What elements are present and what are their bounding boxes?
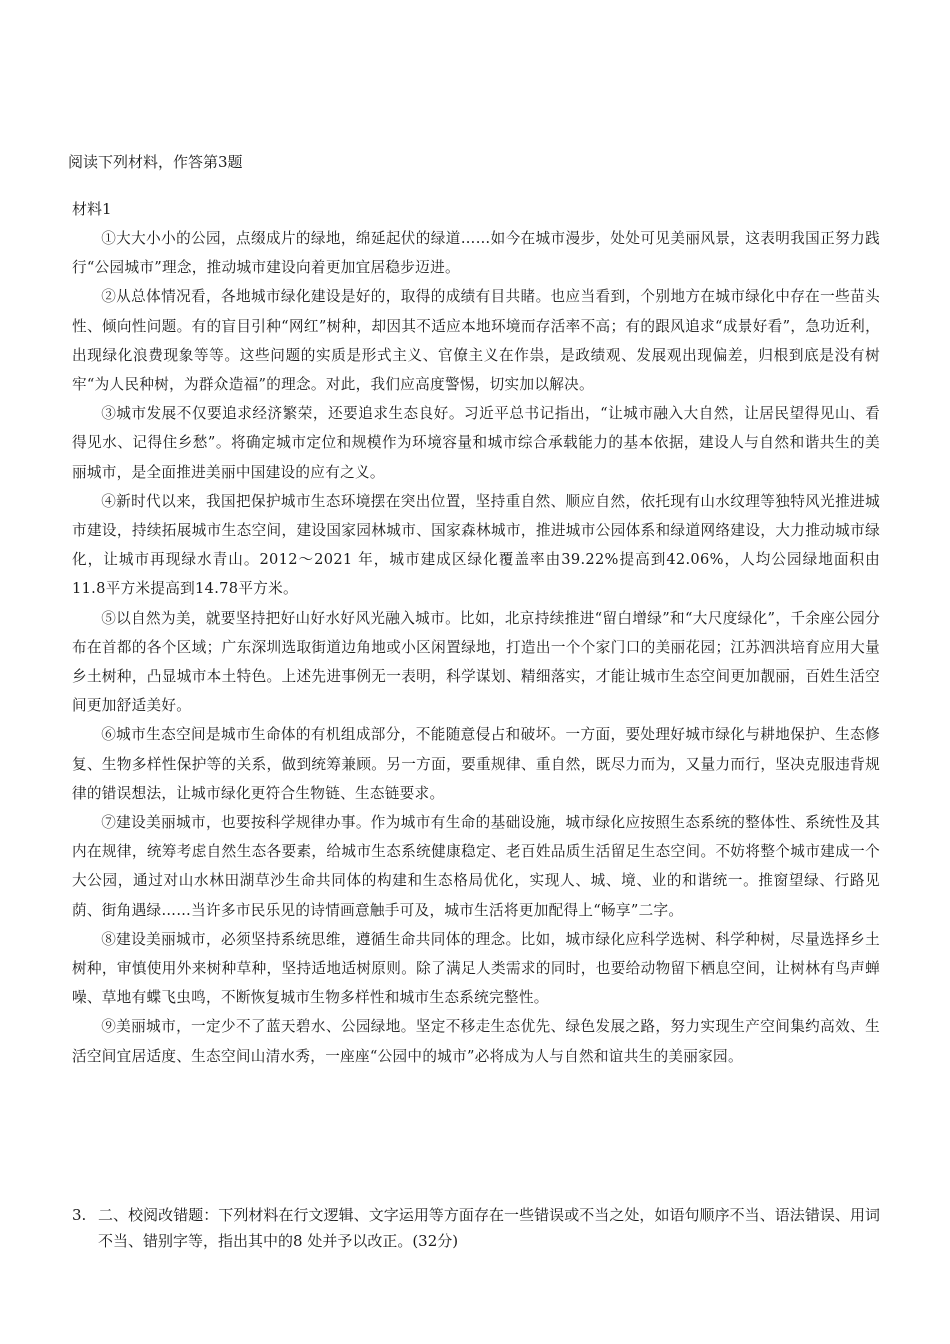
- reading-instruction: 阅读下列材料，作答第3题: [68, 153, 243, 171]
- question-number: 3.: [72, 1206, 87, 1224]
- paragraph-1: ①大大小小的公园，点缀成片的绿地，绵延起伏的绿道……如今在城市漫步，处处可见美丽风景，这表明我国正努力践行“公园城市”理念，推动城市建设向着更加宜居稳步迈进。: [72, 230, 880, 277]
- paragraph-6: ⑥城市生态空间是城市生命体的有机组成部分，不能随意侵占和破坏。一方面，要处理好城市绿化与耕地保护、生态修复、生物多样性保护等的关系，做到统筹兼顾。另一方面，要重规律、重自然，既尽力而为，又量力而行，坚决克服违背规律的错误想法，让城市绿化更符合生物链、生态链要求。: [72, 726, 880, 802]
- paragraph-7: ⑦建设美丽城市，也要按科学规律办事。作为城市有生命的基础设施，城市绿化应按照生态系统的整体性、系统性及其内在规律，统筹考虑自然生态各要素，给城市生态系统健康稳定、老百姓品质生活留足生态空间。不妨将整个城市建成一个大公园，通过对山水林田湖草沙生命共同体的构建和生态格局优化，实现人、城、境、业的和谐统一。推窗望绿、行路见荫、街角遇绿……当许多市民乐见的诗情画意触手可及，城市生活将更加配得上“畅享”二字。: [72, 814, 880, 919]
- paragraph-8: ⑧建设美丽城市，必须坚持系统思维，遵循生命共同体的理念。比如，城市绿化应科学选树、科学种树，尽量选择乡土树种，审慎使用外来树种草种，坚持适地适树原则。除了满足人类需求的同时，也要给动物留下栖息空间，让树林有鸟声蝉噪、草地有蝶飞虫鸣，不断恢复城市生物多样性和城市生态系统完整性。: [72, 930, 880, 1007]
- paragraph-2: ②从总体情况看，各地城市绿化建设是好的，取得的成绩有目共睹。也应当看到，个别地方在城市绿化中存在一些苗头性、倾向性问题。有的盲目引种“网红”树种，却因其不适应本地环境而存活率不高；有的跟风追求“成景好看”，急功近利，出现绿化浪费现象等等。这些问题的实质是形式主义、官僚主义在作祟，是政绩观、发展观出现偏差，归根到底是没有树牢“为人民种树，为群众造福”的理念。对此，我们应高度警惕，切实加以解决。: [72, 288, 880, 394]
- paragraph-5: ⑤以自然为美，就要坚持把好山好水好风光融入城市。比如，北京持续推进“留白增绿”和“大尺度绿化”，千余座公园分布在首都的各个区域；广东深圳选取街道边角地或小区闲置绿地，打造出一个个家门口的美丽花园；江苏泗洪培育应用大量乡土树种，凸显城市本土特色。上述先进事例无一表明，科学谋划、精细落实，才能让城市生态空间更加靓丽，百姓生活空间更加舒适美好。: [72, 609, 880, 715]
- paragraph-3: ③城市发展不仅要追求经济繁荣，还要追求生态良好。习近平总书记指出，“让城市融入大自然，让居民望得见山、看得见水、记得住乡愁”。将确定城市定位和规模作为环境容量和城市综合承载能力的基本依据，建设人与自然和谐共生的美丽城市，是全面推进美丽中国建设的应有之义。: [72, 405, 880, 481]
- paragraph-4: ④新时代以来，我国把保护城市生态环境摆在突出位置，坚持重自然、顺应自然，依托现有山水纹理等独特风光推进城市建设，持续拓展城市生态空间，建设国家园林城市、国家森林城市，推进城市公园体系和绿道网络建设，大力推动城市绿化，让城市再现绿水青山。2012～2021 年，城市建成区绿化覆盖率由39.22%提高到42.06%，人均公园绿地面积由11.8平方米提高到14.78平方米。: [72, 492, 880, 598]
- question-text: 二、校阅改错题：下列材料在行文逻辑、文字运用等方面存在一些错误或不当之处，如语句顺序不当、语法错误、用词不当、错别字等，指出其中的8 处并予以改正。(32分): [98, 1206, 880, 1250]
- paragraph-9: ⑨美丽城市，一定少不了蓝天碧水、公园绿地。坚定不移走生态优先、绿色发展之路，努力实现生产空间集约高效、生活空间宜居适度、生态空间山清水秀，一座座“公园中的城市”必将成为人与自然和谊共生的美丽家园。: [72, 1018, 880, 1065]
- material-title: 材料1: [72, 200, 112, 218]
- question-3: [72, 1202, 880, 1254]
- material-body: [72, 224, 880, 1071]
